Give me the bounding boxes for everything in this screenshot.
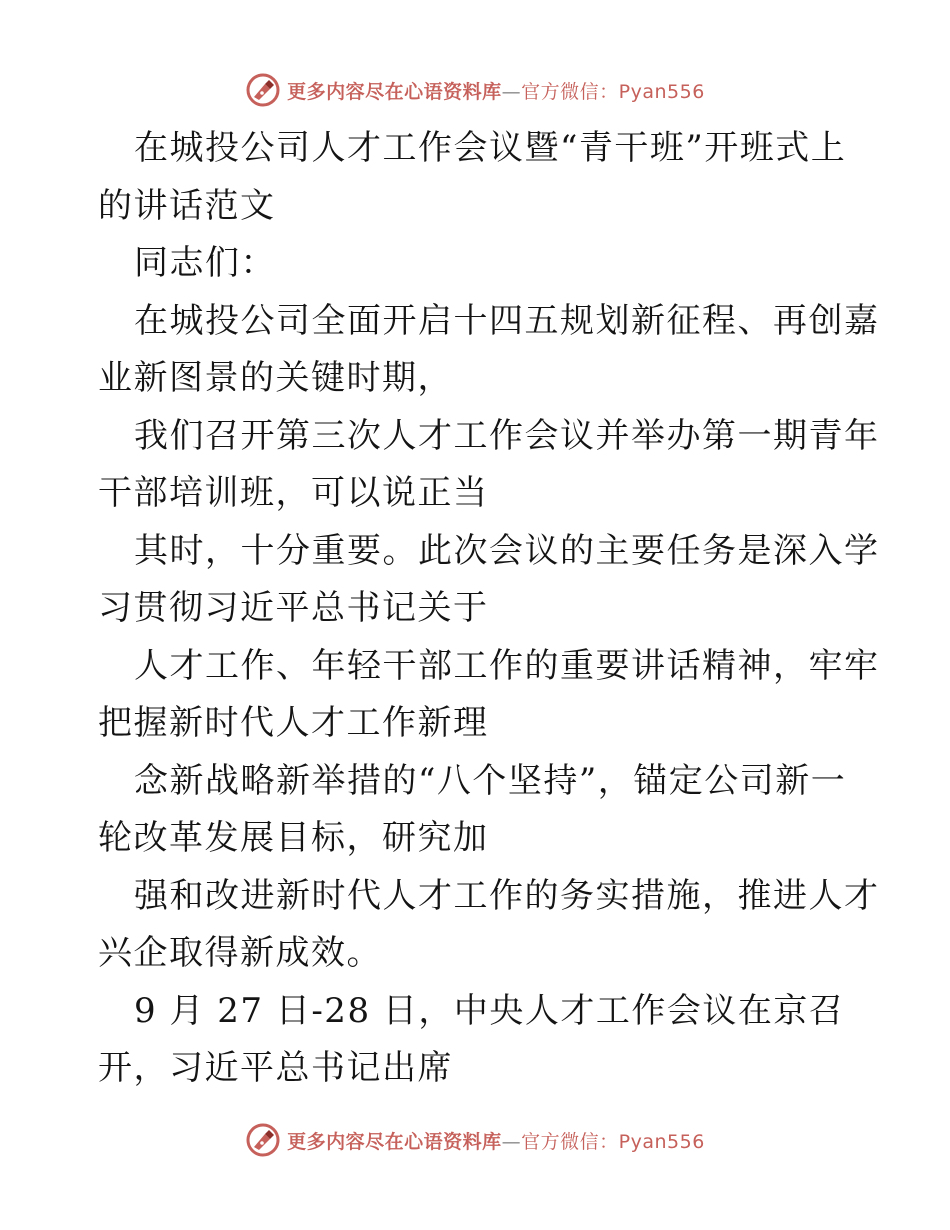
paragraph-line: 强和改进新时代人才工作的务实措施，推进人才 bbox=[134, 875, 880, 916]
paragraph-line: 开，习近平总书记出席 bbox=[98, 1048, 453, 1088]
watermark-brand: 更多内容尽在心语资料库 bbox=[287, 1130, 502, 1153]
paragraph-line: 我们召开第三次人才工作会议并举办第一期青年 bbox=[134, 415, 880, 456]
document-body bbox=[98, 120, 880, 1098]
paragraph-line: 其时，十分重要。此次会议的主要任务是深入学 bbox=[134, 530, 880, 571]
pen-nib-logo-icon bbox=[245, 72, 281, 108]
paragraph-line: 习贯彻习近平总书记关于 bbox=[98, 588, 489, 628]
title-line-2: 的讲话范文 bbox=[98, 185, 276, 226]
watermark-separator: — bbox=[501, 80, 522, 103]
watermark-brand: 更多内容尽在心语资料库 bbox=[287, 80, 502, 103]
paragraph-line: 兴企取得新成效。 bbox=[98, 933, 382, 973]
watermark-banner-bottom bbox=[0, 1120, 950, 1160]
watermark-text bbox=[287, 77, 705, 104]
watermark-separator: — bbox=[501, 1130, 522, 1153]
paragraph-line: 业新图景的关键时期， bbox=[98, 358, 453, 398]
paragraph-line: 把握新时代人才工作新理 bbox=[98, 703, 489, 743]
paragraph-line: 在城投公司全面开启十四五规划新征程、再创嘉 bbox=[134, 300, 880, 341]
pen-nib-logo-icon bbox=[245, 1122, 281, 1158]
paragraph-line: 念新战略新举措的“八个坚持”，锚定公司新一 bbox=[134, 760, 847, 801]
title-line-1: 在城投公司人才工作会议暨“青干班”开班式上 bbox=[134, 128, 847, 168]
paragraph-line: 9 月 27 日-28 日，中央人才工作会议在京召 bbox=[134, 990, 845, 1031]
watermark-wechat: 官方微信：Pyan556 bbox=[521, 1130, 705, 1153]
salutation: 同志们： bbox=[134, 243, 276, 283]
watermark-text bbox=[287, 1127, 705, 1154]
paragraph-line: 干部培训班，可以说正当 bbox=[98, 473, 489, 513]
paragraph-line: 人才工作、年轻干部工作的重要讲话精神，牢牢 bbox=[134, 645, 880, 686]
watermark-wechat: 官方微信：Pyan556 bbox=[521, 80, 705, 103]
watermark-banner-top bbox=[0, 70, 950, 110]
paragraph-line: 轮改革发展目标，研究加 bbox=[98, 818, 489, 858]
